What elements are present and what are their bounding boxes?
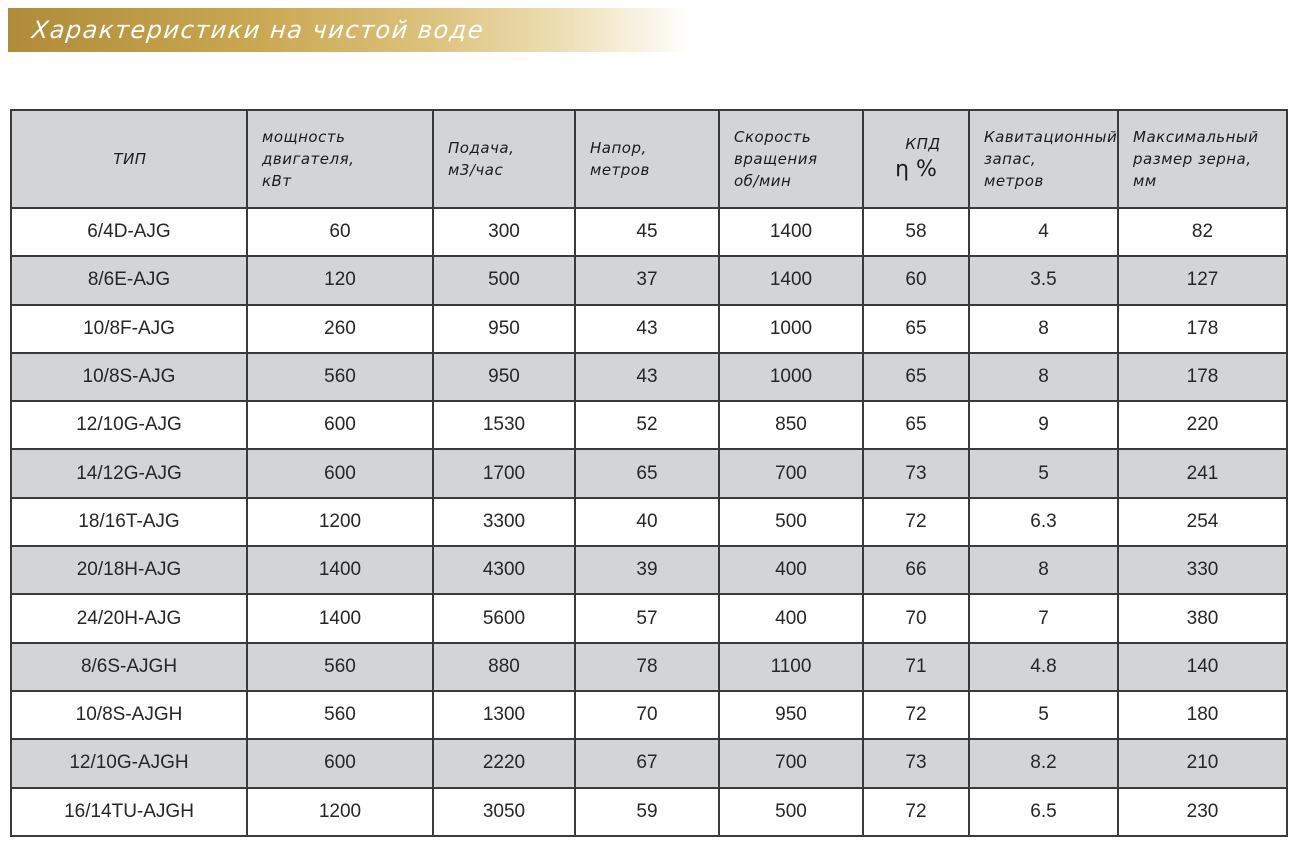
cell-head: 37 — [575, 256, 719, 304]
cell-cavitation: 8 — [969, 353, 1118, 401]
cell-speed: 700 — [719, 449, 863, 497]
cell-type: 16/14TU-AJGH — [11, 788, 247, 836]
cell-flow: 950 — [433, 305, 575, 353]
cell-flow: 1300 — [433, 691, 575, 739]
cell-grain-size: 127 — [1118, 256, 1287, 304]
cell-head: 40 — [575, 498, 719, 546]
cell-flow: 950 — [433, 353, 575, 401]
cell-flow: 3300 — [433, 498, 575, 546]
cell-grain-size: 180 — [1118, 691, 1287, 739]
cell-cavitation: 3.5 — [969, 256, 1118, 304]
cell-head: 43 — [575, 353, 719, 401]
cell-head: 45 — [575, 208, 719, 256]
cell-cavitation: 5 — [969, 691, 1118, 739]
table-row — [11, 691, 1287, 739]
cell-flow: 5600 — [433, 594, 575, 642]
table-header-row — [11, 110, 1287, 208]
cell-grain-size: 254 — [1118, 498, 1287, 546]
table-row — [11, 401, 1287, 449]
header-cavitation: Кавитационный запас, метров — [969, 110, 1118, 208]
cell-flow: 300 — [433, 208, 575, 256]
cell-speed: 1400 — [719, 256, 863, 304]
cell-cavitation: 4.8 — [969, 643, 1118, 691]
title-banner — [8, 8, 692, 52]
cell-speed: 950 — [719, 691, 863, 739]
table-row — [11, 208, 1287, 256]
cell-type: 14/12G-AJG — [11, 449, 247, 497]
cell-power: 600 — [247, 449, 433, 497]
cell-grain-size: 178 — [1118, 305, 1287, 353]
cell-type: 20/18H-AJG — [11, 546, 247, 594]
cell-speed: 1000 — [719, 305, 863, 353]
table-row — [11, 788, 1287, 836]
cell-power: 1400 — [247, 546, 433, 594]
cell-type: 10/8S-AJGH — [11, 691, 247, 739]
cell-speed: 700 — [719, 739, 863, 787]
cell-speed: 500 — [719, 498, 863, 546]
cell-speed: 850 — [719, 401, 863, 449]
cell-head: 57 — [575, 594, 719, 642]
table-row — [11, 594, 1287, 642]
table-row — [11, 256, 1287, 304]
cell-head: 43 — [575, 305, 719, 353]
cell-efficiency: 65 — [863, 353, 969, 401]
cell-power: 60 — [247, 208, 433, 256]
cell-flow: 880 — [433, 643, 575, 691]
cell-head: 78 — [575, 643, 719, 691]
cell-grain-size: 380 — [1118, 594, 1287, 642]
cell-type: 6/4D-AJG — [11, 208, 247, 256]
table-row — [11, 739, 1287, 787]
cell-power: 1200 — [247, 788, 433, 836]
table-row — [11, 643, 1287, 691]
cell-power: 560 — [247, 643, 433, 691]
cell-grain-size: 241 — [1118, 449, 1287, 497]
cell-efficiency: 72 — [863, 788, 969, 836]
cell-power: 1400 — [247, 594, 433, 642]
cell-power: 600 — [247, 401, 433, 449]
cell-cavitation: 8.2 — [969, 739, 1118, 787]
table-row — [11, 449, 1287, 497]
cell-head: 67 — [575, 739, 719, 787]
cell-cavitation: 5 — [969, 449, 1118, 497]
cell-efficiency: 70 — [863, 594, 969, 642]
cell-flow: 1530 — [433, 401, 575, 449]
cell-efficiency: 58 — [863, 208, 969, 256]
cell-power: 1200 — [247, 498, 433, 546]
cell-speed: 1100 — [719, 643, 863, 691]
cell-type: 12/10G-AJGH — [11, 739, 247, 787]
banner-title: Характеристики на чистой воде — [30, 16, 486, 44]
cell-grain-size: 82 — [1118, 208, 1287, 256]
cell-efficiency: 66 — [863, 546, 969, 594]
cell-head: 52 — [575, 401, 719, 449]
cell-grain-size: 210 — [1118, 739, 1287, 787]
cell-type: 12/10G-AJG — [11, 401, 247, 449]
cell-type: 8/6S-AJGH — [11, 643, 247, 691]
table-row — [11, 498, 1287, 546]
cell-type: 10/8S-AJG — [11, 353, 247, 401]
cell-cavitation: 9 — [969, 401, 1118, 449]
cell-grain-size: 230 — [1118, 788, 1287, 836]
cell-flow: 4300 — [433, 546, 575, 594]
cell-cavitation: 7 — [969, 594, 1118, 642]
header-speed: Скорость вращения об/мин — [719, 110, 863, 208]
header-efficiency: КПД η % — [863, 110, 969, 208]
cell-flow: 3050 — [433, 788, 575, 836]
header-type: ТИП — [11, 110, 247, 208]
cell-flow: 2220 — [433, 739, 575, 787]
cell-efficiency: 73 — [863, 739, 969, 787]
cell-type: 10/8F-AJG — [11, 305, 247, 353]
cell-grain-size: 140 — [1118, 643, 1287, 691]
header-head: Напор, метров — [575, 110, 719, 208]
cell-speed: 500 — [719, 788, 863, 836]
header-grain-size: Максимальный размер зерна, мм — [1118, 110, 1287, 208]
cell-speed: 1400 — [719, 208, 863, 256]
cell-cavitation: 8 — [969, 546, 1118, 594]
cell-efficiency: 73 — [863, 449, 969, 497]
cell-head: 59 — [575, 788, 719, 836]
cell-power: 560 — [247, 353, 433, 401]
cell-efficiency: 72 — [863, 691, 969, 739]
cell-cavitation: 8 — [969, 305, 1118, 353]
cell-flow: 1700 — [433, 449, 575, 497]
cell-grain-size: 178 — [1118, 353, 1287, 401]
header-flow: Подача, м3/час — [433, 110, 575, 208]
cell-power: 260 — [247, 305, 433, 353]
cell-speed: 1000 — [719, 353, 863, 401]
cell-efficiency: 65 — [863, 401, 969, 449]
cell-head: 70 — [575, 691, 719, 739]
cell-power: 120 — [247, 256, 433, 304]
cell-power: 600 — [247, 739, 433, 787]
cell-type: 18/16T-AJG — [11, 498, 247, 546]
cell-flow: 500 — [433, 256, 575, 304]
table-body — [11, 208, 1287, 836]
cell-speed: 400 — [719, 546, 863, 594]
specs-table — [10, 109, 1288, 837]
cell-power: 560 — [247, 691, 433, 739]
cell-type: 24/20H-AJG — [11, 594, 247, 642]
cell-grain-size: 330 — [1118, 546, 1287, 594]
cell-cavitation: 4 — [969, 208, 1118, 256]
cell-cavitation: 6.5 — [969, 788, 1118, 836]
cell-efficiency: 72 — [863, 498, 969, 546]
cell-efficiency: 60 — [863, 256, 969, 304]
cell-head: 65 — [575, 449, 719, 497]
cell-efficiency: 65 — [863, 305, 969, 353]
table-row — [11, 305, 1287, 353]
cell-cavitation: 6.3 — [969, 498, 1118, 546]
cell-efficiency: 71 — [863, 643, 969, 691]
header-power: мощность двигателя, кВт — [247, 110, 433, 208]
efficiency-symbol: η % — [895, 157, 937, 182]
cell-grain-size: 220 — [1118, 401, 1287, 449]
cell-head: 39 — [575, 546, 719, 594]
cell-speed: 400 — [719, 594, 863, 642]
table-row — [11, 353, 1287, 401]
cell-type: 8/6E-AJG — [11, 256, 247, 304]
table-row — [11, 546, 1287, 594]
